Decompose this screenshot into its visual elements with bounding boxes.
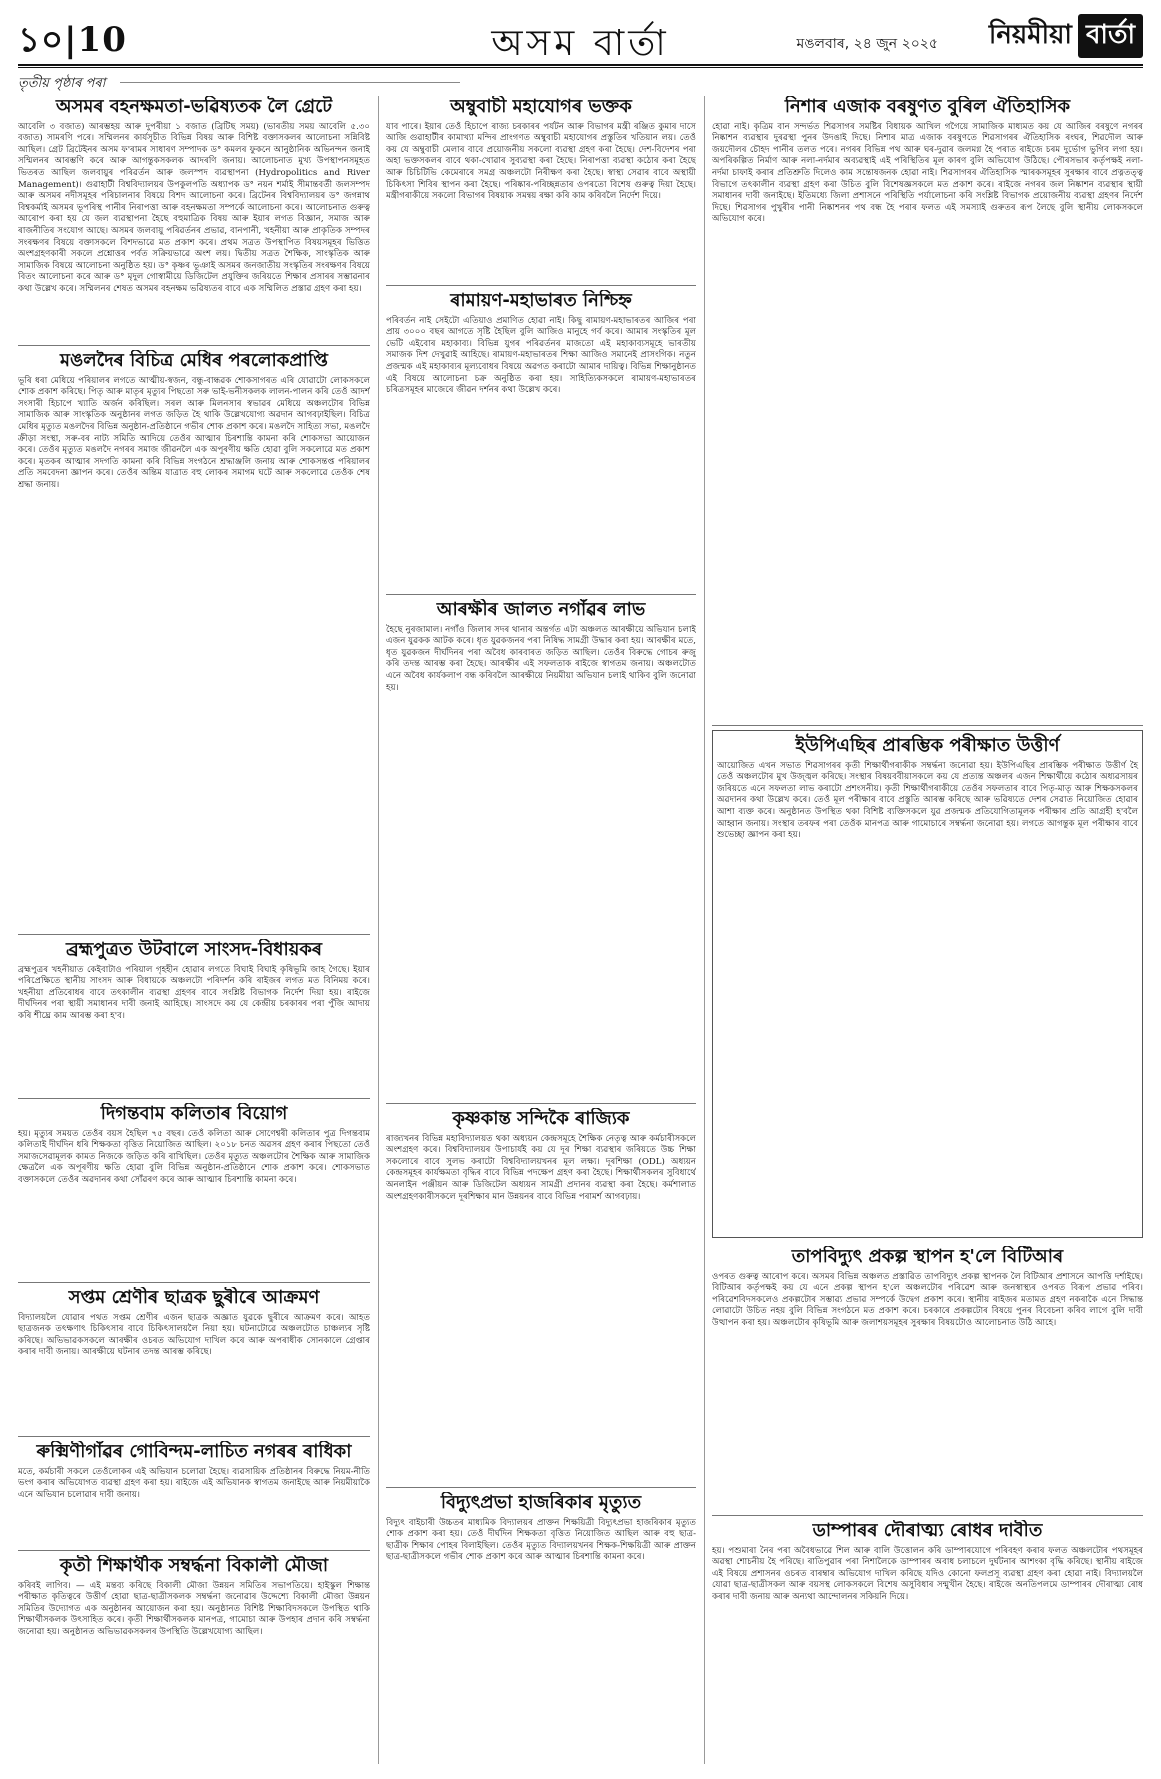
article-headline: ইউপিএছিৰ প্ৰাৰম্ভিক পৰীক্ষাত উত্তীৰ্ণ bbox=[795, 735, 1060, 756]
paper-title: অসম বাৰ্তা bbox=[491, 23, 670, 64]
article-headline: ব্ৰহ্মপুত্ৰত উটবালে সাংসদ-বিধায়কৰ bbox=[65, 939, 323, 960]
article-body: হৈছে নুৰজামাল। নগাঁও জিলাৰ সদৰ থানাৰ অন্তৰ্গত এটা অঞ্চলত আৰক্ষীয়ে অভিযান চলাই এজন যুৱকক আটক কৰে। ধৃত যুৱকজনৰ পৰা নিষিদ্ধ সামগ্ৰী উদ্ধাৰ কৰা হয়। আৰক্ষীৰ মতে, ধৃত যুৱকজন দীৰ্ঘদিনৰ পৰা অবৈধ কাৰবাৰত জড়িত আছিল। তেওঁৰ বিৰুদ্ধে গোচৰ ৰুজু কৰি তদন্ত আৰম্ভ কৰা হৈছে। আৰক্ষীৰ এই সফলতাক ৰাইজে স্বাগতম জনায়। অঞ্চলটোত এনে অবৈধ কাৰ্যকলাপ বন্ধ কৰিবলৈ আৰক্ষীয়ে নিয়মীয়া অভিযান চলাই থাকিব বুলি জনোৱা হয়। bbox=[386, 624, 696, 693]
article-body: মতে, কৰ্মচাৰী সকলে তেওঁলোকৰ এই অভিযান চলোৱা হৈছে। ব্যৱসায়িক প্ৰতিষ্ঠানৰ বিৰুদ্ধে নিয়ম-নীতি ভংগ কৰাৰ অভিযোগত ব্যৱস্থা গ্ৰহণ কৰা হয়। ৰাইজে এই অভিযানক স্বাগতম জনাইছে আৰু নিয়মীয়াকৈ এনে অভিযান চলোৱাৰ দাবী জনায়। bbox=[18, 1466, 370, 1500]
masthead bbox=[18, 10, 1143, 68]
article-body: ভূৰি ধৰা মেধিয়ে পৰিয়ালৰ লগতে আত্মীয়-স্বজন, বন্ধু-বান্ধৱক শোকসাগৰত এৰি যোৱাটো লোকসকলে শোক প্ৰকাশ কৰিছে। পিতৃ আৰু মাতৃৰ মৃত্যুৰ পিছতো সৰু ভাই-ভনীসকলক লালন-পালন কৰি তেওঁ আদৰ্শ সংসাৰী হিচাপে খ্যাতি অৰ্জন কৰিছিল। সৰল আৰু মিলনসাৰ স্বভাৱৰ মেধিয়ে অঞ্চলটোৰ বিভিন্ন সামাজিক আৰু সাংস্কৃতিক অনুষ্ঠানৰ লগত জড়িত হৈ থাকি উল্লেখযোগ্য অৱদান আগবঢ়াইছিল। বিচিত্ৰ মেধিৰ মৃত্যুত মঙলদৈৰ বিভিন্ন অনুষ্ঠান-প্ৰতিষ্ঠানে গভীৰ শোক প্ৰকাশ কৰে। মঙলদৈ সাহিত্য সভা, মঙলদৈ ক্ৰীড়া সংস্থা, সৰু-বৰ নাট্য সমিতি আদিয়ে তেওঁৰ আত্মাৰ চিৰশান্তি কামনা কৰি শোকসভা আয়োজন কৰে। তেওঁৰ মৃত্যুত মঙলদৈ নগৰৰ সমাজ জীৱনলৈ এক অপূৰণীয় ক্ষতি হোৱা বুলি সকলোৱে মত প্ৰকাশ কৰে। মৃতকৰ আত্মাৰ সদগতি কামনা কৰি বিভিন্ন সংগঠনে শ্ৰদ্ধাঞ্জলি জনায় আৰু শোকসন্তপ্ত পৰিয়ালৰ প্ৰতি সমবেদনা জ্ঞাপন কৰে। তেওঁৰ অন্তিম যাত্ৰাত বহু লোকৰ সমাগম ঘটে আৰু সকলোৱে তেওঁক শেষ শ্ৰদ্ধা জনায়। bbox=[18, 375, 370, 490]
article-headline: কৃতী শিক্ষাৰ্থীক সম্বৰ্দ্ধনা বিকালী মৌজা bbox=[59, 1555, 329, 1576]
article bbox=[712, 1520, 1143, 1764]
column-3 bbox=[712, 96, 1143, 1764]
article bbox=[18, 1441, 370, 1551]
article-body: হয়। পশুমাৰা নৈৰ পৰা অবৈধভাৱে শিল আৰু বালি উত্তোলন কৰি ডাম্পাৰযোগে পৰিবহণ কৰাৰ ফলত অঞ্চলটোৰ পথসমূহৰ অৱস্থা শোচনীয় হৈ পৰিছে। ৰাতিপুৱাৰ পৰা নিশালৈকে ডাম্পাৰৰ অবাধ চলাচলে দুৰ্ঘটনাৰ আশংকা বৃদ্ধি কৰিছে। স্থানীয় ৰাইজে এই বিষয়ে প্ৰশাসনৰ ওচৰত বাৰম্বাৰ অভিযোগ দাখিল কৰিছে যদিও কোনো ফলপ্ৰসূ ব্যৱস্থা গ্ৰহণ কৰা হোৱা নাই। বিদ্যালয়লৈ যোৱা ছাত্ৰ-ছাত্ৰীসকল আৰু বয়সস্থ লোকসকলে বিশেষ অসুবিধাৰ সন্মুখীন হৈছে। ৰাইজে অনতিপলমে ডাম্পাৰৰ দৌৰাত্ম্য ৰোধ কৰাৰ দাবী জনায় আৰু অন্যথা আন্দোলনৰ সকিয়নি দিয়ে। bbox=[712, 1545, 1143, 1602]
article bbox=[386, 96, 696, 286]
article-headline: আৰক্ষীৰ জালত নগাঁৱৰ লাভ bbox=[436, 599, 646, 620]
article-headline: মঙলদৈৰ বিচিত্ৰ মেধিৰ পৰলোকপ্ৰাপ্তি bbox=[60, 350, 328, 371]
masthead-rule-thin bbox=[18, 67, 1143, 68]
article bbox=[386, 1492, 696, 1764]
article-body: বিদ্যালয়লৈ যোৱাৰ পথত সপ্তম শ্ৰেণীৰ এজন ছাত্ৰক অজ্ঞাত যুৱকে ছুৰীৰে আক্ৰমণ কৰে। আহত ছাত্ৰজনক তৎক্ষণাৎ চিকিৎসাৰ বাবে চিকিৎসালয়লৈ নিয়া হয়। ঘটনাটোৱে অঞ্চলটোত চাঞ্চল্যৰ সৃষ্টি কৰিছে। অভিভাৱকসকলে আৰক্ষীৰ ওচৰত অভিযোগ দাখিল কৰে আৰু অপৰাধীক সোনকালে গ্ৰেপ্তাৰ কৰাৰ দাবী জনায়। আৰক্ষীয়ে ঘটনাৰ তদন্ত আৰম্ভ কৰিছে। bbox=[18, 1312, 370, 1358]
article-body: কৰিবই লাগিব। — এই মন্তব্য কৰিছে বিকালী মৌজা উন্নয়ন সমিতিৰ সভাপতিয়ে। হাইস্কুল শিক্ষান্ত পৰীক্ষাত কৃতিত্বৰে উত্তীৰ্ণ হোৱা ছাত্ৰ-ছাত্ৰীসকলক সম্বৰ্দ্ধনা জনোৱাৰ উদ্দেশ্যে বিকালী মৌজা উন্নয়ন সমিতিৰ উদ্যোগত এক অনুষ্ঠানৰ আয়োজন কৰা হয়। অনুষ্ঠানত বিশিষ্ট শিক্ষাবিদসকলে উপস্থিত থাকি শিক্ষাৰ্থীসকলক উৎসাহিত কৰে। কৃতী শিক্ষাৰ্থীসকলক মানপত্ৰ, গামোচা আৰু উপহাৰ প্ৰদান কৰি সম্বৰ্দ্ধনা জনোৱা হয়। অনুষ্ঠানত অভিভাৱকসকলৰ উপস্থিতি উল্লেখযোগ্য আছিল। bbox=[18, 1580, 370, 1637]
column-divider bbox=[704, 96, 705, 1764]
article bbox=[18, 1555, 370, 1764]
article-body: ব্ৰহ্মপুত্ৰৰ খহনীয়াত কেইবাটাও পৰিয়াল গৃহহীন হোৱাৰ লগতে বিঘাই বিঘাই কৃষিভূমি জাহ গৈছে। ইয়াৰ পৰিপ্ৰেক্ষিতে স্থানীয় সাংসদ আৰু বিধায়কে অঞ্চলটো পৰিদৰ্শন কৰি ৰাইজৰ লগত মত বিনিময় কৰে। খহনীয়া প্ৰতিৰোধৰ বাবে তৎকালীন ব্যৱস্থা গ্ৰহণৰ বাবে সংশ্লিষ্ট বিভাগক নিৰ্দেশ দিয়া হয়। ৰাইজে দীৰ্ঘদিনৰ পৰা স্থায়ী সমাধানৰ দাবী জনাই আহিছে। সাংসদে কয় যে কেন্দ্ৰীয় চৰকাৰৰ পৰা পুঁজি আদায় কৰি শীঘ্ৰে কাম আৰম্ভ কৰা হ'ব। bbox=[18, 964, 370, 1021]
article bbox=[386, 599, 696, 1104]
article-headline: কৃষ্ণকান্ত সন্দিকৈ ৰাজ্যিক bbox=[452, 1108, 630, 1129]
article bbox=[18, 96, 370, 346]
page-number: ১০|10 bbox=[18, 20, 127, 60]
article bbox=[386, 290, 696, 595]
article-headline: দিগন্তবাম কলিতাৰ বিয়োগ bbox=[100, 1103, 288, 1124]
article bbox=[386, 1108, 696, 1488]
article-headline: ৰামায়ণ-মহাভাৰত নিশ্চিহ্ন bbox=[450, 290, 632, 311]
continued-line bbox=[120, 82, 460, 83]
article-headline: অম্বুবাচী মহাযোগৰ ভক্তক bbox=[450, 96, 632, 117]
article-headline: বিদ্যুৎপ্ৰভা হাজৰিকাৰ মৃত্যুত bbox=[440, 1492, 642, 1513]
article-body: আয়োজিত এখন সভাত শিৱসাগৰৰ কৃতী শিক্ষাৰ্থীগৰাকীক সম্বৰ্দ্ধনা জনোৱা হয়। ইউপিএছিৰ প্ৰাৰম্ভিক পৰীক্ষাত উত্তীৰ্ণ হৈ তেওঁ অঞ্চলটোৰ মুখ উজ্জ্বল কৰিছে। সংস্থাৰ বিষয়ববীয়াসকলে কয় যে প্ৰত্যন্ত অঞ্চলৰ এজন শিক্ষাৰ্থীয়ে কঠোৰ অধ্যৱসায়ৰ জৰিয়তে এনে সফলতা লাভ কৰাটো প্ৰশংসনীয়। কৃতী শিক্ষাৰ্থীগৰাকীয়ে তেওঁৰ সফলতাৰ বাবে পিতৃ-মাতৃ আৰু শিক্ষকসকলৰ অৱদানৰ কথা উল্লেখ কৰে। তেওঁ মূল পৰীক্ষাৰ বাবে প্ৰস্তুতি আৰম্ভ কৰিছে আৰু ভৱিষ্যতে দেশৰ সেৱাত নিয়োজিত হোৱাৰ আশা ব্যক্ত কৰে। অনুষ্ঠানত উপস্থিত থকা বিশিষ্ট ব্যক্তিসকলে যুৱ প্ৰজন্মক প্ৰতিযোগিতামূলক পৰীক্ষাৰ প্ৰতি আগ্ৰহী হ'বলৈ আহ্বান জনায়। সংস্থাৰ তৰফৰ পৰা তেওঁক মানপত্ৰ আৰু গামোচাৰে সম্বৰ্দ্ধনা জনোৱা হয়। লগতে আগন্তুক মূল পৰীক্ষাৰ বাবে শুভেচ্ছা জ্ঞাপন কৰা হয়। bbox=[717, 760, 1138, 841]
article-boxed bbox=[712, 730, 1143, 1238]
article-body: যাব পাৰে। ইয়াৰ তেওঁ হিচাপে ৰাজ্য চৰকাৰৰ পৰ্যটন আৰু বিভাগৰ মন্ত্ৰী ৰঞ্জিত কুমাৰ দাসে আজি গুৱাহাটীৰ কামাখ্যা মন্দিৰ প্ৰাংগণত অম্বুবাচী মহাযোগৰ প্ৰস্তুতিৰ খতিয়ান লয়। তেওঁ কয় যে অম্বুবাচী মেলাৰ বাবে প্ৰয়োজনীয় সকলো ব্যৱস্থা গ্ৰহণ কৰা হৈছে। দেশ-বিদেশৰ পৰা অহা ভক্তসকলৰ বাবে থকা-খোৱাৰ সুব্যৱস্থা কৰা হৈছে। নিৰাপত্তা ব্যৱস্থা কঠোৰ কৰা হৈছে আৰু চিচিটিভি কেমেৰাৰে সমগ্ৰ অঞ্চলটো নিৰীক্ষণ কৰা হৈছে। স্বাস্থ্য সেৱাৰ বাবে অস্থায়ী চিকিৎসা শিবিৰ স্থাপন কৰা হৈছে। পৰিষ্কাৰ-পৰিচ্ছন্নতাৰ ওপৰতো বিশেষ গুৰুত্ব দিয়া হৈছে। মন্ত্ৰীগৰাকীয়ে সকলো বিভাগৰ বিষয়াক সমন্বয় ৰক্ষা কৰি কাম কৰিবলৈ নিৰ্দেশ দিয়ে। bbox=[386, 121, 696, 202]
article-body: হয়। মৃত্যুৰ সময়ত তেওঁৰ বয়স হৈছিল ৭৫ বছৰ। তেওঁ কলিতা আৰু সোণেশ্বৰী কলিতাৰ পুত্ৰ দিগন্তবাম কলিতাই দীৰ্ঘদিন ধৰি শিক্ষকতা বৃত্তিত নিয়োজিত আছিল। ২০১৮ চনত অৱসৰ গ্ৰহণ কৰাৰ পিছতো তেওঁ সমাজসেৱামূলক কামত নিজকে জড়িত কৰি ৰাখিছিল। তেওঁৰ মৃত্যুত অঞ্চলটোৰ শৈক্ষিক আৰু সামাজিক ক্ষেত্ৰলৈ এক অপূৰণীয় ক্ষতি হোৱা বুলি বিভিন্ন অনুষ্ঠান-প্ৰতিষ্ঠানে শোক প্ৰকাশ কৰে। শোকসভাত বক্তাসকলে তেওঁৰ অৱদানৰ কথা সোঁৱৰণ কৰে আৰু আত্মাৰ চিৰশান্তি কামনা কৰে। bbox=[18, 1128, 370, 1185]
masthead-rule bbox=[18, 64, 1143, 66]
article-body: বিদ্যুৎ বাইচাৰী উচ্চতৰ মাধ্যমিক বিদ্যালয়ৰ প্ৰাক্তন শিক্ষয়িত্ৰী বিদ্যুৎপ্ৰভা হাজৰিকাৰ মৃত্যুত শোক প্ৰকাশ কৰা হয়। তেওঁ দীৰ্ঘদিন শিক্ষকতা বৃত্তিত নিয়োজিত আছিল আৰু বহু ছাত্ৰ-ছাত্ৰীক শিক্ষাৰ পোহৰ বিলাইছিল। তেওঁৰ মৃত্যুত বিদ্যালয়খনৰ শিক্ষক-শিক্ষয়িত্ৰী আৰু প্ৰাক্তন ছাত্ৰ-ছাত্ৰীসকলে গভীৰ শোক প্ৰকাশ কৰে আৰু আত্মাৰ চিৰশান্তি কামনা কৰে। bbox=[386, 1517, 696, 1563]
logo-part1: নিয়মীয়া bbox=[988, 20, 1072, 50]
article bbox=[712, 1246, 1143, 1516]
article bbox=[18, 1287, 370, 1437]
article bbox=[18, 939, 370, 1099]
article-body: পৰিবৰ্তন নাই সেইটো এতিয়াও প্ৰমাণিত হোৱা নাই। কিছু ৰামায়ণ-মহাভাৰতৰ আজিৰ পৰা প্ৰায় ৩০০০ বছৰ আগতে সৃষ্টি হৈছিল বুলি আজিও মানুহে গৰ্ব কৰে। আমাৰ সংস্কৃতিৰ মূল ভেটি এইবোৰ মহাকাব্য। বিভিন্ন যুগৰ পৰিৱৰ্তনৰ মাজতো এই মহাকাব্যসমূহে ভাৰতীয় সমাজক দিশ দেখুৱাই আহিছে। ৰামায়ণ-মহাভাৰতৰ শিক্ষা আজিও সমানেই প্ৰাসংগিক। নতুন প্ৰজন্মক এই মহাকাব্যৰ মূল্যবোধৰ বিষয়ে অৱগত কৰাটো আমাৰ দায়িত্ব। বিভিন্ন শিক্ষানুষ্ঠানত এই বিষয়ে আলোচনা চক্ৰ অনুষ্ঠিত কৰা হয়। সাহিত্যিকসকলে ৰামায়ণ-মহাভাৰতৰ চৰিত্ৰসমূহৰ মাজেৰে জীৱন দৰ্শনৰ কথা উল্লেখ কৰে। bbox=[386, 315, 696, 396]
article-headline: অসমৰ বহনক্ষমতা-ভৱিষ্যতক লৈ গ্ৰেটে bbox=[55, 96, 333, 117]
article-body: ৰাজ্যখনৰ বিভিন্ন মহাবিদ্যালয়ত থকা অধ্যয়ন কেন্দ্ৰসমূহে শৈক্ষিক নেতৃত্ব আৰু কৰ্মচাৰীসকলে অংশগ্ৰহণ কৰে। বিশ্ববিদ্যালয়ৰ উপাচাৰ্যই কয় যে দূৰ শিক্ষা ব্যৱস্থাৰ জৰিয়তে উচ্চ শিক্ষা সকলোৰে বাবে সুলভ কৰাটো বিশ্ববিদ্যালয়খনৰ মূল লক্ষ্য। দূৰশিক্ষা (ODL) অধ্যয়ন কেন্দ্ৰসমূহৰ কাৰ্যক্ষমতা বৃদ্ধিৰ বাবে বিভিন্ন পদক্ষেপ গ্ৰহণ কৰা হৈছে। শিক্ষাৰ্থীসকলৰ সুবিধাৰ্থে অনলাইন পঞ্জীয়ন আৰু ডিজিটেল অধ্যয়ন সামগ্ৰী প্ৰদানৰ ব্যৱস্থা কৰা হৈছে। কৰ্মশালাত অংশগ্ৰহণকাৰীসকলে দূৰশিক্ষাৰ মান উন্নয়নৰ বাবে বিভিন্ন পৰামৰ্শ আগবঢ়ায়। bbox=[386, 1133, 696, 1202]
article bbox=[712, 96, 1143, 726]
article-body: ওপৰত গুৰুত্ব আৰোপ কৰে। অসমৰ বিভিন্ন অঞ্চলত প্ৰস্তাৱিত তাপবিদ্যুৎ প্ৰকল্প স্থাপনক লৈ বিটিআৰ প্ৰশাসনে আপত্তি দৰ্শাইছে। বিটিআৰ কৰ্তৃপক্ষই কয় যে এনে প্ৰকল্প স্থাপন হ'লে অঞ্চলটোৰ পৰিৱেশ আৰু জনস্বাস্থ্যৰ ওপৰত বিৰূপ প্ৰভাৱ পৰিব। পৰিৱেশবিদসকলেও প্ৰকল্পটোৰ সম্ভাৱ্য প্ৰভাৱ সম্পৰ্কে উদ্বেগ প্ৰকাশ কৰে। স্থানীয় ৰাইজৰ মতামত গ্ৰহণ নকৰাকৈ এনে সিদ্ধান্ত লোৱাটো উচিত নহয় বুলি বিভিন্ন সংগঠনে মত প্ৰকাশ কৰে। চৰকাৰে প্ৰকল্পটোৰ বিষয়ে পুনৰ বিবেচনা কৰিব লাগে বুলি দাবী উত্থাপন কৰা হয়। অঞ্চলটোৰ কৃষিভূমি আৰু জলাশয়সমূহৰ সুৰক্ষাৰ বিষয়টোও আলোচনাত উঠি আহে। bbox=[712, 1271, 1143, 1328]
article-headline: ৰুক্মিণীগাঁৱৰ গোবিন্দম-লাচিত নগৰৰ ৰাধিকা bbox=[36, 1441, 352, 1462]
article-headline: সপ্তম শ্ৰেণীৰ ছাত্ৰক ছুৰীৰে আক্ৰমণ bbox=[68, 1287, 320, 1308]
article-body: আবেলি ৩ বজাত) আৰম্ভহয় আৰু দুপৰীয়া ১ বজাত (ব্ৰিটিছ সময়) (ভাৰতীয় সময় আবেলি ৫.৩০ বজাত) সামৰণি পৰে। সম্মিলনৰ কাৰ্যসূচীত বিভিন্ন বিষয় আৰু বিশিষ্ট বক্তাসকলৰ আলোচনা সন্নিবিষ্ট আছিল। গ্ৰেট ব্ৰিটেইনৰ অসম ফ'ৰামৰ সাধাৰণ সম্পাদক ড° কমলৰ ফুকনে আনুষ্ঠানিক অভিনন্দন জনাই সম্মিলনৰ আৰম্ভণি কৰে আৰু আগন্তুকসকলক আদৰণি জনায়। আলোচনাত মুখ্য উপস্থাপনসমূহত ভিতৰত আছিল জলবায়ুৰ পৰিৱৰ্তন আৰু জলস্পদ ব্যৱস্থাপনা (Hydropolitics and River Management)। গুৱাহাটী বিশ্ববিদ্যালয়ৰ উপকুলপতি অধ্যাপক ড° নয়ন শৰ্মাই সীমান্তবৰ্তী জলসম্পদ আৰু অসমৰ নদীসমূহৰ পৰিচালনাৰ বিষয়ে বিশদ আলোচনা কৰে। ব্ৰিটেনৰ বিশ্ববিদ্যালয়ৰ ড° জগন্নাথ বিশ্বকৰ্মাই অসমৰ ভূপৰিস্থ পানীৰ নিৰাপত্তা আৰু বহনক্ষমতা সম্পৰ্কে আলোচনা কৰে। আলোচনাত গুৰুত্ব আৰোপ কৰা হয় যে জল ব্যৱস্থাপনা হৈছে বহুমাত্ৰিক বিষয় আৰু ইয়াৰ লগত বিজ্ঞান, সমাজ আৰু ৰাজনীতিৰ সংযোগ আছে। অসমৰ জলবায়ু পৰিৱৰ্তনৰ প্ৰভাৱ, বানপানী, খহনীয়া আৰু প্ৰাকৃতিক সম্পদৰ সংৰক্ষণৰ বিষয়ে বক্তাসকলে বিশদভাৱে মত প্ৰকাশ কৰে। প্ৰথম সত্ৰত উপস্থাপিত বিষয়সমূহৰ ভিত্তিত অংশগ্ৰহণকাৰী সকলে প্ৰশ্নোত্তৰ পৰ্বত সক্ৰিয়ভাৱে অংশ লয়। দ্বিতীয় সত্ৰত শৈক্ষিক, সাংস্কৃতিক আৰু সামাজিক বিষয়ে আলোচনা অনুষ্ঠিত হয়। ড° কৃষ্ণৰ ভূঞাই অসমৰ জনজাতীয় সংস্কৃতিৰ সংৰক্ষণৰ বিষয়ে বিতং আলোচনা কৰে আৰু ড° মৃদুল গোস্বামীয়ে ডিজিটেল প্ৰযুক্তিৰ জৰিয়তে শিক্ষাৰ প্ৰসাৰৰ সম্ভাৱনাৰ কথা উল্লেখ কৰে। সম্মিলনৰ শেষত অসমৰ বহনক্ষম ভৱিষ্যতৰ বাবে এক সম্মিলিত প্ৰস্তাৱ গ্ৰহণ কৰা হয়। bbox=[18, 121, 370, 294]
column-divider bbox=[378, 96, 379, 1764]
newspaper-logo bbox=[983, 16, 1143, 56]
column-1 bbox=[18, 96, 370, 1764]
article bbox=[18, 1103, 370, 1283]
article-body: হোৱা নাই। কৃত্ৰিম বান সন্দৰ্ভত শিৱসাগৰ সমষ্টিৰ বিধায়ক আখিল গগৈয়ে সামাজিক মাধ্যমত কয় যে আজিৰ বৰষুণে নগৰৰ নিষ্কাশন ব্যৱস্থাৰ দুৰৱস্থা পুনৰ উদঙাই দিছে। নিশাৰ মাত্ৰ এজাক বৰষুণতে শিৱসাগৰৰ ঐতিহাসিক ৰংঘৰ, শিৱদৌল আৰু জয়দৌলৰ চৌহদ পানীৰ তলত পৰে। নগৰৰ বিভিন্ন পথ আৰু ঘৰ-দুৱাৰ জলমগ্ন হৈ পৰাত ৰাইজে চৰম দুৰ্ভোগ ভুগিব লগা হয়। অপৰিকল্পিত নিৰ্মাণ আৰু নলা-নৰ্দমাৰ অব্যৱস্থাই এই পৰিস্থিতিৰ মূল কাৰণ বুলি অভিযোগ উঠিছে। পৌৰসভাৰ কৰ্তৃপক্ষই নলা-নৰ্দমা চাফাই কৰাৰ প্ৰতিশ্ৰুতি দিলেও কাম সন্তোষজনক হোৱা নাই। শিৱসাগৰৰ ঐতিহাসিক স্মাৰকসমূহৰ সুৰক্ষাৰ বাবে প্ৰত্নতত্ত্ব বিভাগে তৎকালীন ব্যৱস্থা গ্ৰহণ কৰা উচিত বুলি বিশেষজ্ঞসকলে মত প্ৰকাশ কৰে। ৰাইজে নগৰৰ জল নিষ্কাশন ব্যৱস্থাৰ স্থায়ী সমাধানৰ দাবী জনাইছে। ইতিমধ্যে জিলা প্ৰশাসনে পৰিস্থিতি পৰ্যালোচনা কৰি সংশ্লিষ্ট বিভাগক প্ৰয়োজনীয় ব্যৱস্থা গ্ৰহণৰ নিৰ্দেশ দিছে। শিৱসাগৰ পুখুৰীৰ পানী নিষ্কাশনৰ পথ বন্ধ হৈ পৰাৰ ফলত এই সমস্যাই গুৰুতৰ ৰূপ লৈছে বুলি স্থানীয় লোকসকলে অভিযোগ কৰে। bbox=[712, 121, 1143, 225]
article-headline: ডাম্পাৰৰ দৌৰাত্ম্য ৰোধৰ দাবীত bbox=[812, 1520, 1043, 1541]
article bbox=[18, 350, 370, 935]
article-headline: তাপবিদ্যুৎ প্ৰকল্প স্থাপন হ'লে বিটিআৰ bbox=[791, 1246, 1064, 1267]
continued-from-label: তৃতীয় পৃষ্ঠাৰ পৰা bbox=[18, 76, 106, 91]
logo-part2: বাৰ্তা bbox=[1078, 14, 1143, 58]
issue-date: মঙলবাৰ, ২৪ জুন ২০২৫ bbox=[796, 36, 938, 52]
column-2 bbox=[386, 96, 696, 1764]
article-headline: নিশাৰ এজাক বৰষুণত বুৰিল ঐতিহাসিক bbox=[784, 96, 1071, 117]
